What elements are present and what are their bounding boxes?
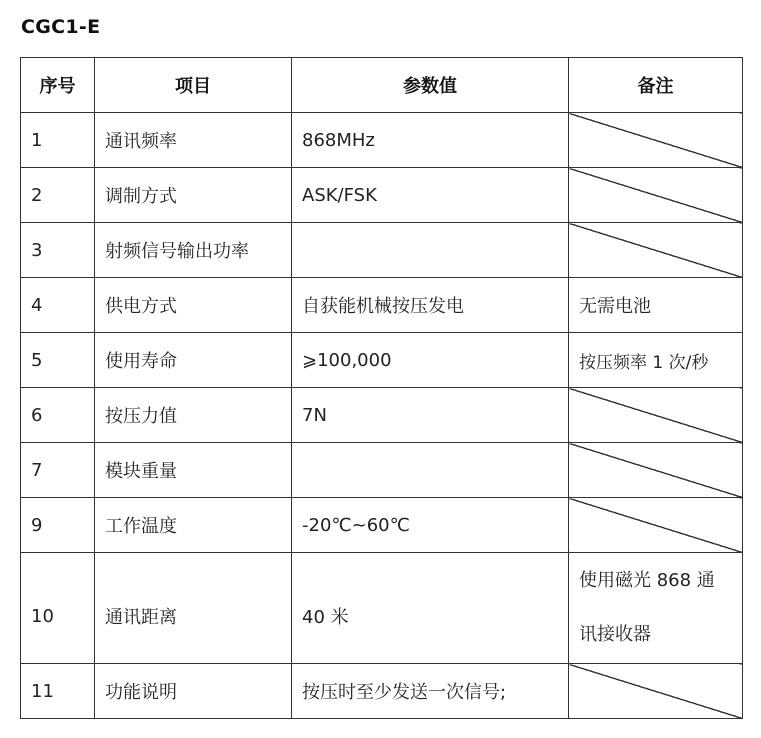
cell-seq-text: 10 <box>31 605 54 627</box>
cell-note: 无需电池 <box>569 278 743 333</box>
cell-seq <box>21 553 95 664</box>
table-row <box>21 388 743 443</box>
header-note: 备注 <box>569 58 743 113</box>
cell-value: 7N <box>292 388 569 443</box>
cell-note: 使用磁光 868 通讯接收器 <box>569 553 743 664</box>
cell-seq: 2 <box>21 168 95 223</box>
cell-note: 按压频率 1 次/秒 <box>569 333 743 388</box>
spec-table <box>20 57 743 719</box>
cell-seq: 4 <box>21 278 95 333</box>
cell-item <box>95 553 292 664</box>
table-row <box>21 333 743 388</box>
cell-note-empty <box>569 168 743 223</box>
cell-item: 调制方式 <box>95 168 292 223</box>
cell-seq: 11 <box>21 664 95 719</box>
table-row <box>21 168 743 223</box>
header-value: 参数值 <box>292 58 569 113</box>
table-row <box>21 113 743 168</box>
cell-value <box>292 553 569 664</box>
cell-note-empty <box>569 443 743 498</box>
cell-item: 按压力值 <box>95 388 292 443</box>
header-seq: 序号 <box>21 58 95 113</box>
cell-item: 工作温度 <box>95 498 292 553</box>
cell-item: 通讯频率 <box>95 113 292 168</box>
document-title: CGC1-E <box>21 16 101 38</box>
cell-item: 射频信号输出功率 <box>95 223 292 278</box>
cell-item-text: 通讯距离 <box>105 607 177 628</box>
cell-seq: 5 <box>21 333 95 388</box>
cell-value <box>292 443 569 498</box>
table-row <box>21 498 743 553</box>
cell-value: 868MHz <box>292 113 569 168</box>
cell-item: 模块重量 <box>95 443 292 498</box>
cell-seq: 6 <box>21 388 95 443</box>
table-row <box>21 278 743 333</box>
cell-note-empty <box>569 223 743 278</box>
table-row <box>21 443 743 498</box>
cell-value <box>292 223 569 278</box>
cell-seq: 3 <box>21 223 95 278</box>
cell-seq: 1 <box>21 113 95 168</box>
cell-note-empty <box>569 113 743 168</box>
table-row <box>21 223 743 278</box>
cell-item: 供电方式 <box>95 278 292 333</box>
cell-value: -20℃~60℃ <box>292 498 569 553</box>
cell-value: 按压时至少发送一次信号; <box>292 664 569 719</box>
cell-item: 使用寿命 <box>95 333 292 388</box>
header-item: 项目 <box>95 58 292 113</box>
cell-value-text: 40 米 <box>302 607 349 628</box>
cell-value: ⩾100,000 <box>292 333 569 388</box>
cell-value: ASK/FSK <box>292 168 569 223</box>
cell-value: 自获能机械按压发电 <box>292 278 569 333</box>
cell-note-empty <box>569 664 743 719</box>
table-row <box>21 664 743 719</box>
cell-note-empty <box>569 498 743 553</box>
cell-seq: 7 <box>21 443 95 498</box>
cell-item: 功能说明 <box>95 664 292 719</box>
cell-seq: 9 <box>21 498 95 553</box>
cell-note-empty <box>569 388 743 443</box>
table-row <box>21 553 743 664</box>
table-header-row <box>21 58 743 113</box>
